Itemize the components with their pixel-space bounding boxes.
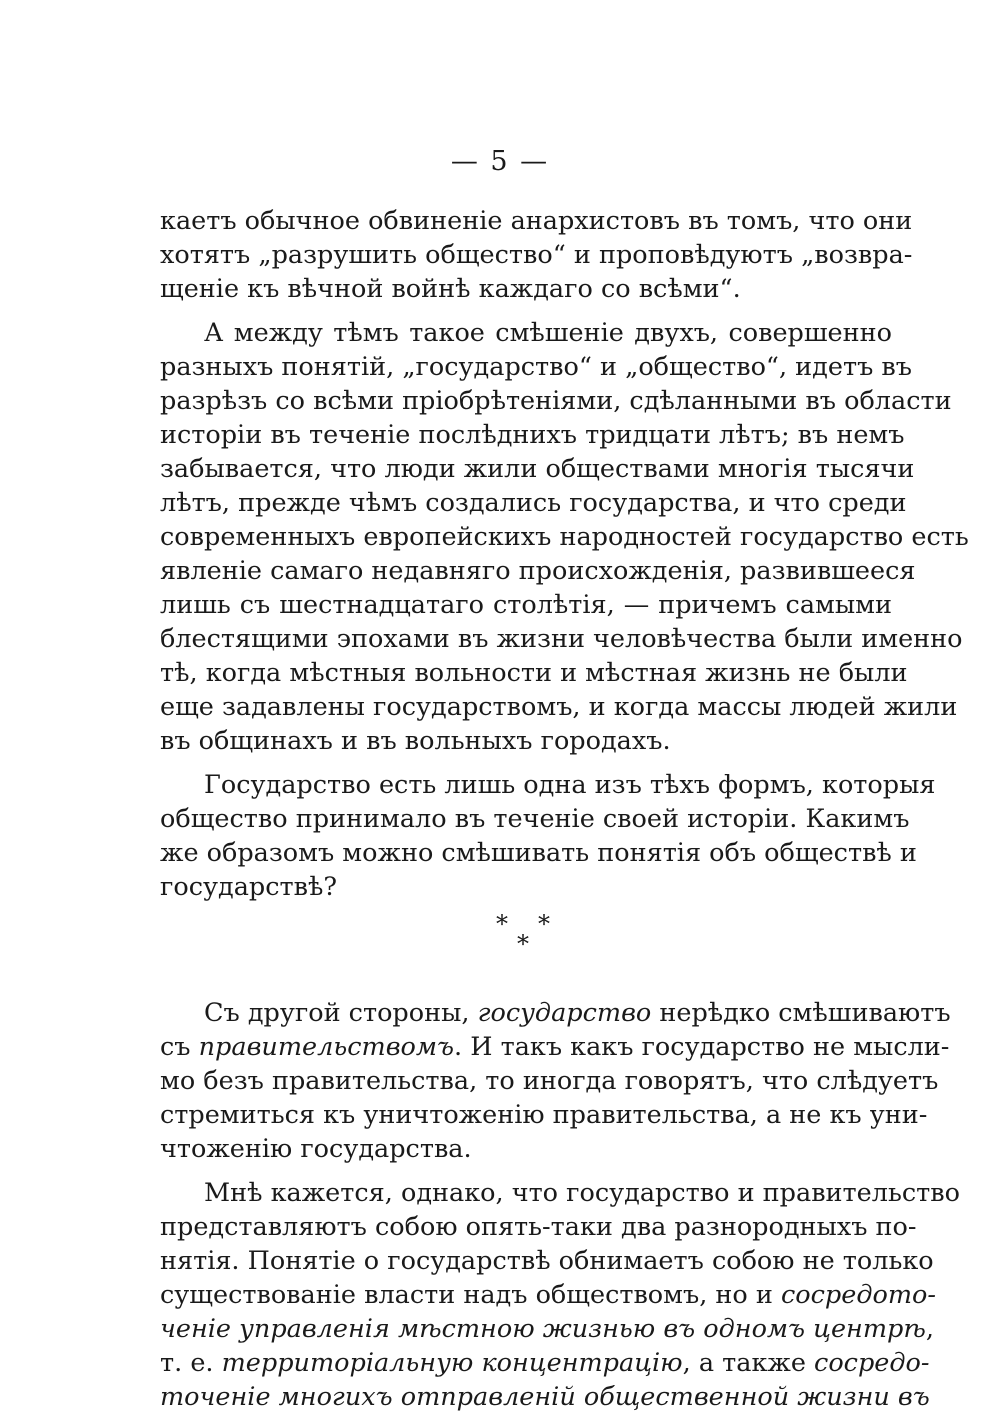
- text-run: еще задавлены государствомъ, и когда массы людей жили: [160, 692, 958, 722]
- text-run: нерѣдко смѣшиваютъ: [651, 998, 951, 1028]
- text-line: [160, 486, 907, 520]
- text-run: Съ другой стороны,: [204, 998, 478, 1028]
- text-run: стремиться къ уничтоженію правительства, а не къ уни-: [160, 1100, 928, 1130]
- text-line: [160, 520, 969, 554]
- text-line: [160, 1132, 892, 1166]
- text-run: же образомъ можно смѣшивать понятія объ обществѣ и: [160, 838, 917, 868]
- asterisk: *: [538, 910, 550, 938]
- italic-run: сосредото-: [781, 1280, 936, 1310]
- text-run: нятія. Понятіе о государствѣ обнимаетъ собою не только: [160, 1246, 934, 1276]
- text-line: [160, 724, 892, 758]
- text-run: блестящими эпохами въ жизни человѣчества были именно: [160, 624, 963, 654]
- italic-run: точеніе многихъ отправленій общественной жизни въ: [160, 1382, 930, 1412]
- paragraph-5: [160, 1176, 960, 1414]
- text-line: [160, 554, 916, 588]
- text-line: [160, 1176, 960, 1210]
- text-line: [160, 690, 958, 724]
- text-run: чтоженію государства.: [160, 1134, 472, 1164]
- text-run: мо безъ правительства, то иногда говорятъ, что слѣдуетъ: [160, 1066, 939, 1096]
- italic-run: правительствомъ: [198, 1032, 455, 1062]
- text-run: лишь съ шестнадцатаго столѣтія, — причемъ самыми: [160, 590, 892, 620]
- paragraph-2: [160, 316, 969, 758]
- text-run: каетъ обычное обвиненіе анархистовъ въ томъ, что они: [160, 206, 913, 236]
- text-line: [160, 1030, 950, 1064]
- italic-run: территоріальную концентрацію: [221, 1348, 683, 1378]
- italic-run: ченіе управленія мѣстною жизнью въ одномъ центрѣ: [160, 1314, 926, 1344]
- text-line: [160, 768, 936, 802]
- text-line: [160, 1210, 917, 1244]
- text-line: [160, 1346, 930, 1380]
- text-run: въ общинахъ и въ вольныхъ городахъ.: [160, 726, 671, 756]
- text-run: представляютъ собою опять-таки два разнородныхъ по-: [160, 1212, 917, 1242]
- asterisk: *: [517, 930, 529, 958]
- text-line: [160, 1312, 934, 1346]
- text-line: [160, 1064, 939, 1098]
- text-line: [160, 622, 963, 656]
- text-run: забывается, что люди жили обществами многія тысячи: [160, 454, 915, 484]
- paragraph-4: [160, 996, 951, 1166]
- text-run: явленіе самаго недавняго происхожденія, развившееся: [160, 556, 916, 586]
- text-run: . И такъ какъ государство не мысли-: [454, 1032, 950, 1062]
- page-body: [160, 204, 969, 1414]
- text-line: [160, 452, 915, 486]
- text-run: т. е.: [160, 1348, 222, 1378]
- text-line: [160, 588, 892, 622]
- italic-run: сосредо-: [814, 1348, 930, 1378]
- text-line: [160, 1244, 934, 1278]
- text-line: [160, 418, 905, 452]
- text-run: исторіи въ теченіе послѣднихъ тридцати лѣтъ; въ немъ: [160, 420, 905, 450]
- text-run: ,: [925, 1314, 934, 1344]
- text-run: государствѣ?: [160, 872, 338, 902]
- text-line: [160, 384, 952, 418]
- text-run: общество принимало въ теченіе своей исторіи. Какимъ: [160, 804, 910, 834]
- italic-run: государство: [477, 998, 652, 1028]
- text-run: Мнѣ кажется, однако, что государство и правительство: [204, 1178, 960, 1208]
- text-run: Государство есть лишь одна изъ тѣхъ формъ, которыя: [204, 770, 936, 800]
- text-run: , а также: [682, 1348, 815, 1378]
- text-line: [160, 1380, 930, 1414]
- text-run: разрѣзъ со всѣми пріобрѣтеніями, сдѣланными въ области: [160, 386, 952, 416]
- paragraph-1: [160, 204, 913, 306]
- text-line: [160, 350, 912, 384]
- text-run: современныхъ европейскихъ народностей государство есть: [160, 522, 969, 552]
- paragraph-3: [160, 768, 936, 904]
- text-line: [160, 870, 892, 904]
- asterisk: *: [496, 910, 508, 938]
- text-run: А между тѣмъ такое смѣшеніе двухъ, совершенно: [204, 318, 892, 348]
- text-line: [160, 656, 908, 690]
- text-run: съ: [160, 1032, 199, 1062]
- text-run: существованіе власти надъ обществомъ, но и: [160, 1280, 781, 1310]
- text-run: щеніе къ вѣчной войнѣ каждаго со всѣми“.: [160, 274, 741, 304]
- text-run: тѣ, когда мѣстныя вольности и мѣстная жизнь не были: [160, 658, 908, 688]
- page-number: — 5 —: [450, 146, 550, 177]
- text-line: [160, 204, 913, 238]
- text-line: [160, 1278, 936, 1312]
- text-line: [160, 238, 913, 272]
- text-run: разныхъ понятій, „государство“ и „общество“, идетъ въ: [160, 352, 912, 382]
- text-line: [160, 836, 917, 870]
- text-line: [160, 1098, 928, 1132]
- text-line: [160, 802, 910, 836]
- text-line: [160, 272, 892, 306]
- text-line: [160, 316, 892, 350]
- text-run: хотятъ „разрушить общество“ и проповѣдуютъ „возвра-: [160, 240, 913, 270]
- asterism: [160, 910, 892, 970]
- text-line: [160, 996, 951, 1030]
- text-run: лѣтъ, прежде чѣмъ создались государства, и что среди: [160, 488, 907, 518]
